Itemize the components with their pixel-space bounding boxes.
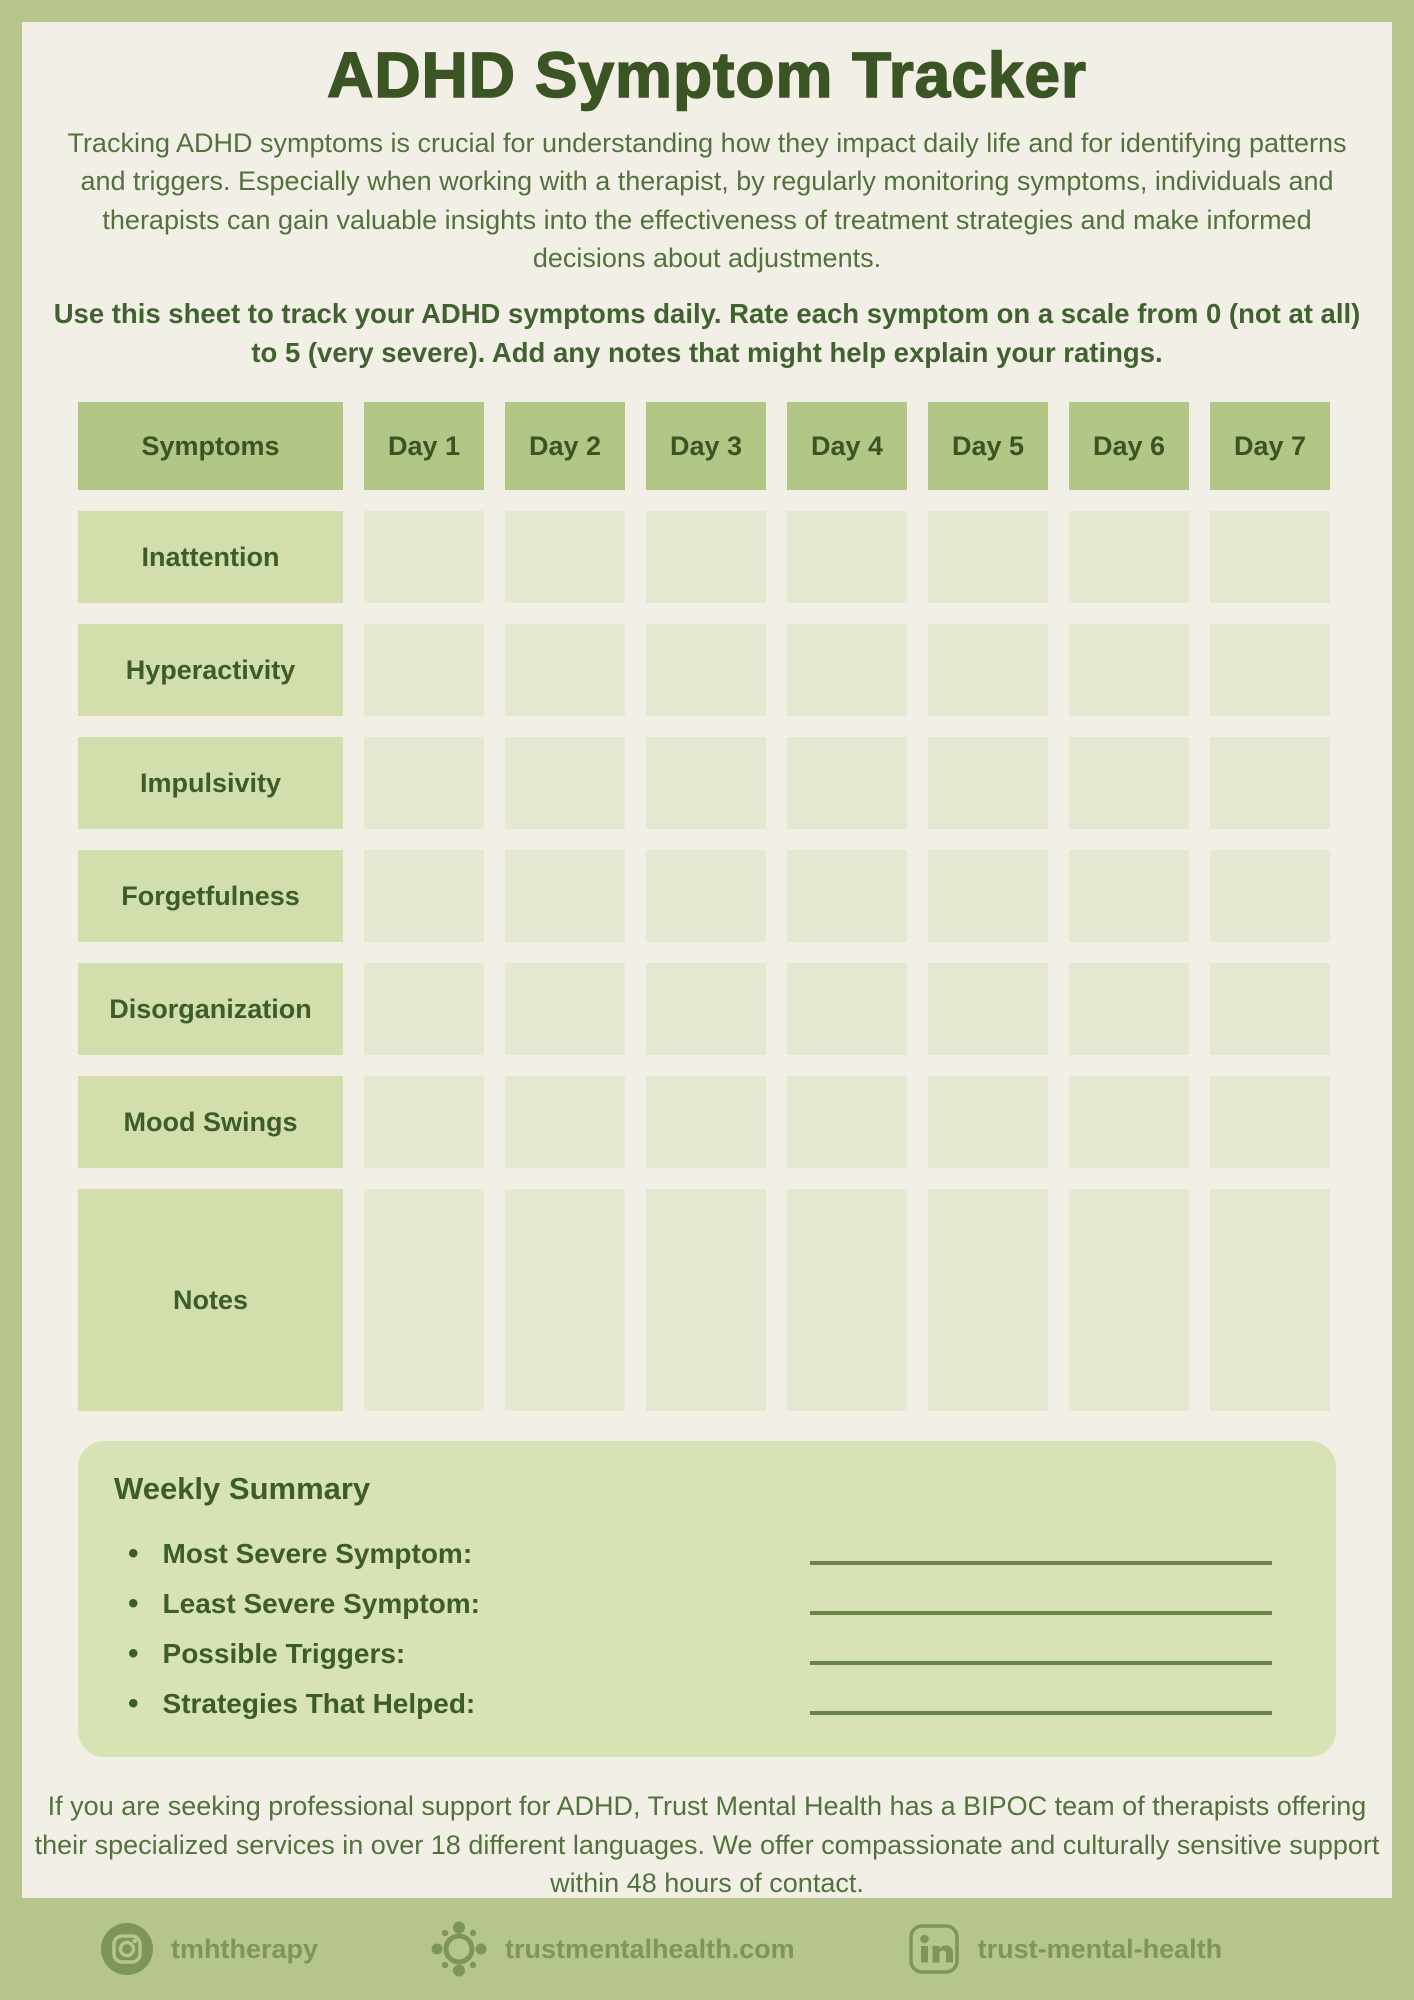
row-label: Mood Swings: [78, 1076, 343, 1168]
rating-cell[interactable]: [646, 624, 766, 716]
instagram-icon: [100, 1922, 154, 1976]
write-in-line[interactable]: [810, 1561, 1272, 1565]
rating-cell[interactable]: [1210, 624, 1330, 716]
row-label: Hyperactivity: [78, 624, 343, 716]
rating-cell[interactable]: [787, 1076, 907, 1168]
day-header-cell: Day 4: [787, 402, 907, 490]
rating-cell[interactable]: [1069, 850, 1189, 942]
notes-cell[interactable]: [505, 1189, 625, 1411]
day-header-cell: Day 3: [646, 402, 766, 490]
social-link-tmhtherapy[interactable]: [100, 1922, 318, 1976]
rating-cell[interactable]: [646, 511, 766, 603]
notes-cell[interactable]: [364, 1189, 484, 1411]
social-link-trustmentalhealth-com[interactable]: [430, 1920, 795, 1978]
symptom-table: [78, 402, 1330, 1411]
day-header-cell: Day 7: [1210, 402, 1330, 490]
notes-cell[interactable]: [928, 1189, 1048, 1411]
footer-note: If you are seeking professional support for ADHD, Trust Mental Health has a BIPOC team of therapists offering their specialized services in over 18 different languages. We offer compassionate and culturally sensitive support within 48 hours of contact.: [34, 1791, 1380, 1898]
rating-cell[interactable]: [1210, 963, 1330, 1055]
people-circle-icon: [430, 1920, 488, 1978]
rating-cell[interactable]: [928, 963, 1048, 1055]
rating-cell[interactable]: [787, 624, 907, 716]
rating-cell[interactable]: [646, 850, 766, 942]
rating-cell[interactable]: [505, 1076, 625, 1168]
social-bar: [0, 1898, 1414, 2000]
rating-cell[interactable]: [1210, 850, 1330, 942]
rating-cell[interactable]: [1210, 737, 1330, 829]
rating-cell[interactable]: [1069, 737, 1189, 829]
rating-cell[interactable]: [1069, 1076, 1189, 1168]
rating-cell[interactable]: [364, 1076, 484, 1168]
day-header-cell: Day 6: [1069, 402, 1189, 490]
row-label: Inattention: [78, 511, 343, 603]
rating-cell[interactable]: [505, 511, 625, 603]
rating-cell[interactable]: [1069, 624, 1189, 716]
rating-cell[interactable]: [1210, 511, 1330, 603]
row-label: Forgetfulness: [78, 850, 343, 942]
linkedin-icon: [907, 1922, 961, 1976]
rating-cell[interactable]: [364, 963, 484, 1055]
write-in-line[interactable]: [810, 1611, 1272, 1615]
rating-cell[interactable]: [646, 963, 766, 1055]
rating-cell[interactable]: [364, 624, 484, 716]
row-label: Disorganization: [78, 963, 343, 1055]
rating-cell[interactable]: [928, 624, 1048, 716]
rating-cell[interactable]: [505, 963, 625, 1055]
rating-cell[interactable]: [1069, 511, 1189, 603]
day-header-cell: Day 1: [364, 402, 484, 490]
notes-cell[interactable]: [1210, 1189, 1330, 1411]
notes-cell[interactable]: [787, 1189, 907, 1411]
rating-cell[interactable]: [364, 511, 484, 603]
write-in-line[interactable]: [810, 1661, 1272, 1665]
rating-cell[interactable]: [505, 850, 625, 942]
social-label: tmhtherapy: [171, 1933, 319, 1964]
weekly-summary-box: [78, 1441, 1336, 1757]
symptoms-header-cell: Symptoms: [78, 402, 343, 490]
instructions-text: Use this sheet to track your ADHD symptoms daily. Rate each symptom on a scale from 0 (not at all) to 5 (very severe). Add any notes that might help explain your ratings.: [53, 298, 1361, 368]
rating-cell[interactable]: [505, 737, 625, 829]
rating-cell[interactable]: [928, 850, 1048, 942]
weekly-summary-title: Weekly Summary: [114, 1471, 371, 1507]
summary-item-label: • Least Severe Symptom:: [162, 1588, 480, 1620]
rating-cell[interactable]: [364, 850, 484, 942]
rating-cell[interactable]: [1069, 963, 1189, 1055]
rating-cell[interactable]: [787, 963, 907, 1055]
rating-cell[interactable]: [928, 737, 1048, 829]
notes-cell[interactable]: [1069, 1189, 1189, 1411]
summary-item-label: • Strategies That Helped:: [162, 1688, 476, 1720]
summary-item: [128, 1687, 1292, 1721]
notes-cell[interactable]: [646, 1189, 766, 1411]
summary-item-label: • Most Severe Symptom:: [162, 1538, 473, 1570]
row-label: Impulsivity: [78, 737, 343, 829]
intro-text: Tracking ADHD symptoms is crucial for understanding how they impact daily life and for identifying patterns and triggers. Especially when working with a therapist, by regularly monitoring symptoms, individuals and therapists can gain valuable insights into the effectiveness of treatment strategies and make informed decisions about adjustments.: [67, 128, 1347, 273]
rating-cell[interactable]: [928, 1076, 1048, 1168]
day-header-cell: Day 2: [505, 402, 625, 490]
rating-cell[interactable]: [1210, 1076, 1330, 1168]
summary-item: [128, 1637, 1292, 1671]
sheet: [22, 22, 1392, 1898]
social-link-trust-mental-health[interactable]: [907, 1922, 1223, 1976]
write-in-line[interactable]: [810, 1711, 1272, 1715]
day-header-cell: Day 5: [928, 402, 1048, 490]
rating-cell[interactable]: [364, 737, 484, 829]
social-label: trustmentalhealth.com: [505, 1933, 795, 1964]
summary-item-label: • Possible Triggers:: [162, 1638, 406, 1670]
weekly-summary-list: [114, 1537, 1292, 1721]
social-label: trust-mental-health: [977, 1933, 1223, 1964]
rating-cell[interactable]: [646, 737, 766, 829]
rating-cell[interactable]: [646, 1076, 766, 1168]
summary-item: [128, 1537, 1292, 1571]
rating-cell[interactable]: [787, 850, 907, 942]
summary-item: [128, 1587, 1292, 1621]
rating-cell[interactable]: [787, 737, 907, 829]
rating-cell[interactable]: [787, 511, 907, 603]
row-label: Notes: [78, 1189, 343, 1411]
rating-cell[interactable]: [928, 511, 1048, 603]
page-title: ADHD Symptom Tracker: [327, 39, 1087, 111]
rating-cell[interactable]: [505, 624, 625, 716]
